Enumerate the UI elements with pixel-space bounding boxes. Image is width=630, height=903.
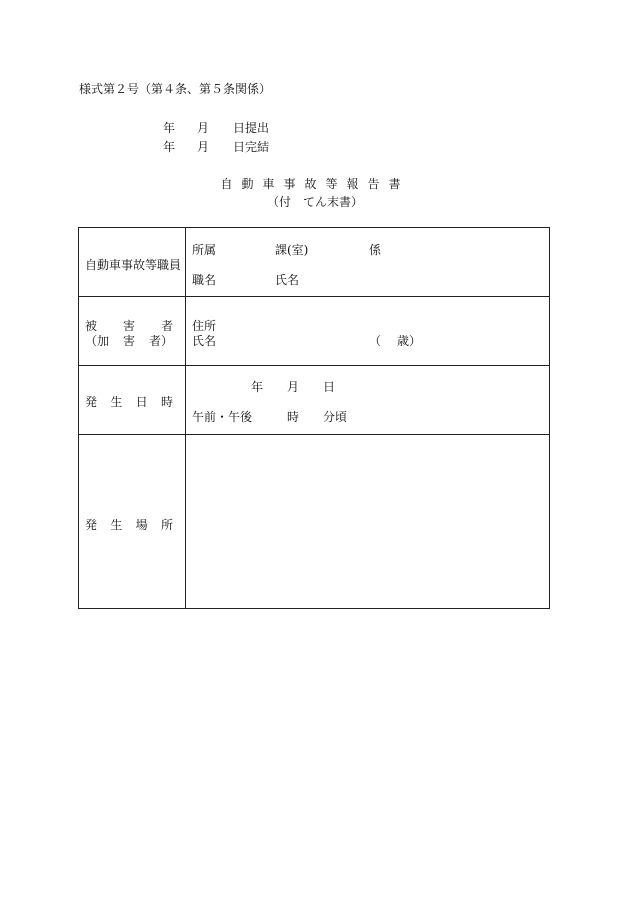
age-label: 歳）: [397, 334, 422, 348]
place-label-char: 所: [160, 518, 173, 532]
completion-year: 年: [163, 140, 176, 154]
datetime-row: [79, 366, 549, 435]
section-label: 課(室): [275, 243, 309, 257]
perpetrator-label-char: 者）: [148, 334, 173, 348]
event-day-label: 日: [323, 380, 336, 394]
minute-label: 分頃: [323, 410, 348, 424]
report-table: [78, 227, 550, 609]
submission-year: 年: [163, 121, 176, 135]
datetime-label-char: 日: [135, 395, 148, 409]
affiliation-label: 所属: [192, 243, 217, 257]
form-number: 様式第２号（第４条、第５条関係）: [79, 82, 272, 96]
address-label: 住所: [192, 319, 217, 333]
place-label-char: 発: [85, 518, 98, 532]
perpetrator-label: [85, 332, 173, 349]
staff-name-label: 氏名: [275, 273, 300, 287]
position-label: 職名: [192, 273, 217, 287]
victim-row: [79, 297, 549, 366]
age-open-paren: （: [369, 334, 382, 348]
hour-label: 時: [287, 410, 300, 424]
document-subtitle: （付 てん末書）: [266, 195, 363, 209]
ampm-label: 午前・午後: [192, 410, 253, 424]
submission-month: 月: [197, 121, 210, 135]
event-month-label: 月: [287, 380, 300, 394]
perpetrator-label-char: （加: [85, 334, 110, 348]
submission-day: 日提出: [233, 121, 270, 135]
event-year-label: 年: [251, 380, 264, 394]
victim-label-char: 害: [122, 319, 135, 333]
datetime-label-char: 発: [85, 395, 98, 409]
victim-label-char: 者: [160, 319, 173, 333]
datetime-label-char: 時: [160, 395, 173, 409]
place-row: [79, 435, 549, 610]
datetime-label: [85, 393, 173, 410]
place-label: [85, 516, 173, 533]
datetime-label-char: 生: [110, 395, 123, 409]
document-title: 自動車事故等報告書: [220, 177, 410, 191]
victim-label-char: 被: [85, 319, 98, 333]
staff-row: [79, 228, 549, 297]
place-label-char: 場: [135, 518, 148, 532]
victim-name-label: 氏名: [192, 334, 217, 348]
completion-month: 月: [197, 140, 210, 154]
completion-day: 日完結: [233, 140, 270, 154]
place-label-char: 生: [110, 518, 123, 532]
unit-label: 係: [369, 243, 382, 257]
perpetrator-label-char: 害: [122, 334, 135, 348]
staff-label: 自動車事故等職員: [85, 258, 182, 272]
